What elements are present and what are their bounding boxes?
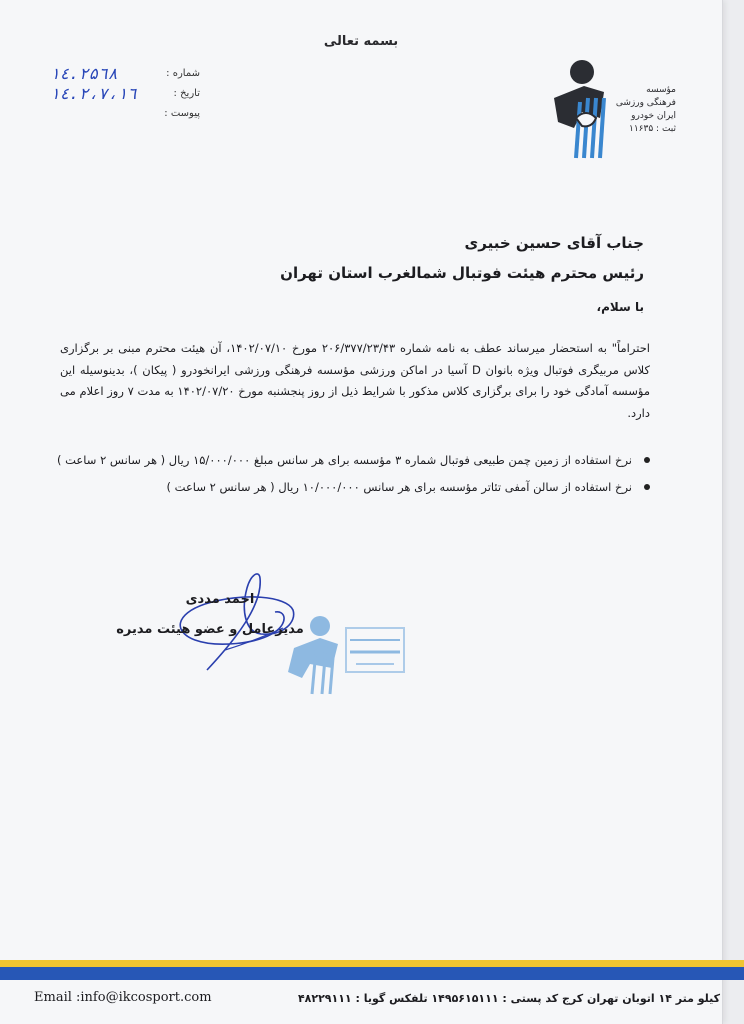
footer-yellow-bar (0, 960, 744, 967)
logo-registration: ثبت : ۱۱۶۳۵ (629, 124, 676, 134)
logo-line: مؤسسه (646, 85, 676, 95)
logo-line: ایران خودرو (631, 111, 676, 121)
number-label: شماره : (166, 68, 200, 79)
footer-blue-bar (0, 967, 744, 980)
letter-body: احتراماً" به استحضار میرساند عطف به نامه شماره ۲۰۶/۳۷۷/۲۳/۴۳ مورخ ۱۴۰۲/۰۷/۱۰، آن هیئت محترم مبنی بر برگزاری کلاس مربیگری فوتبال ویژه بانوان D آسیا در اماکن ورزشی مؤسسه فرهنگی ورزشی ایرانخودرو ( پیکان )، بدینوسیله این مؤسسه آمادگی خود را برای برگزاری کلاس مذکور با شرایط ذیل از روز پنجشنبه مورخ ۱۴۰۲/۰۷/۲۰ به مدت ۷ روز اعلام می دارد. (60, 341, 650, 420)
logo-caption (602, 84, 676, 136)
signatory-title: مدیرعامل و عضو هیئت مدیره (116, 622, 304, 637)
page-heading: بسمه تعالی (323, 34, 399, 49)
letter-date: ۱٤.۲،۷،۱٦ (50, 84, 137, 103)
meta-number-row (50, 66, 200, 86)
recipient-name: جناب آقای حسین خبیری (464, 234, 644, 252)
greeting: با سلام، (596, 300, 644, 314)
attachment-label: پیوست : (164, 108, 200, 119)
recipient-position: رئیس محترم هیئت فوتبال شمالغرب استان تهران (280, 264, 644, 282)
list-item: نرخ استفاده از زمین چمن طبیعی فوتبال شماره ۳ مؤسسه برای هر سانس مبلغ ۱۵/۰۰۰/۰۰۰ ریال ( هر سانس ۲ ساعت ) (42, 450, 632, 471)
logo-line: فرهنگی ورزشی (615, 98, 676, 108)
letter-number: ۱٤.۲۵٦۸ (50, 64, 118, 83)
signatory-name: احمد مددی (185, 592, 255, 607)
footer-email[interactable]: Email :info@ikcosport.com (34, 990, 212, 1005)
meta-date-row (50, 86, 200, 106)
letter-meta (50, 66, 200, 126)
footer-address: کیلو متر ۱۴ اتوبان تهران کرج کد پستی : ۱۴۹۵۶۱۵۱۱۱ تلفکس گویا : ۴۸۲۲۹۱۱۱ (297, 992, 720, 1005)
meta-attachment-row (50, 106, 200, 126)
list-item: نرخ استفاده از سالن آمفی تئاتر مؤسسه برای هر سانس ۱۰/۰۰۰/۰۰۰ ریال ( هر سانس ۲ ساعت ) (42, 477, 632, 498)
recipient-block (124, 228, 644, 288)
date-label: تاریخ : (173, 88, 200, 99)
terms-list (42, 450, 650, 504)
